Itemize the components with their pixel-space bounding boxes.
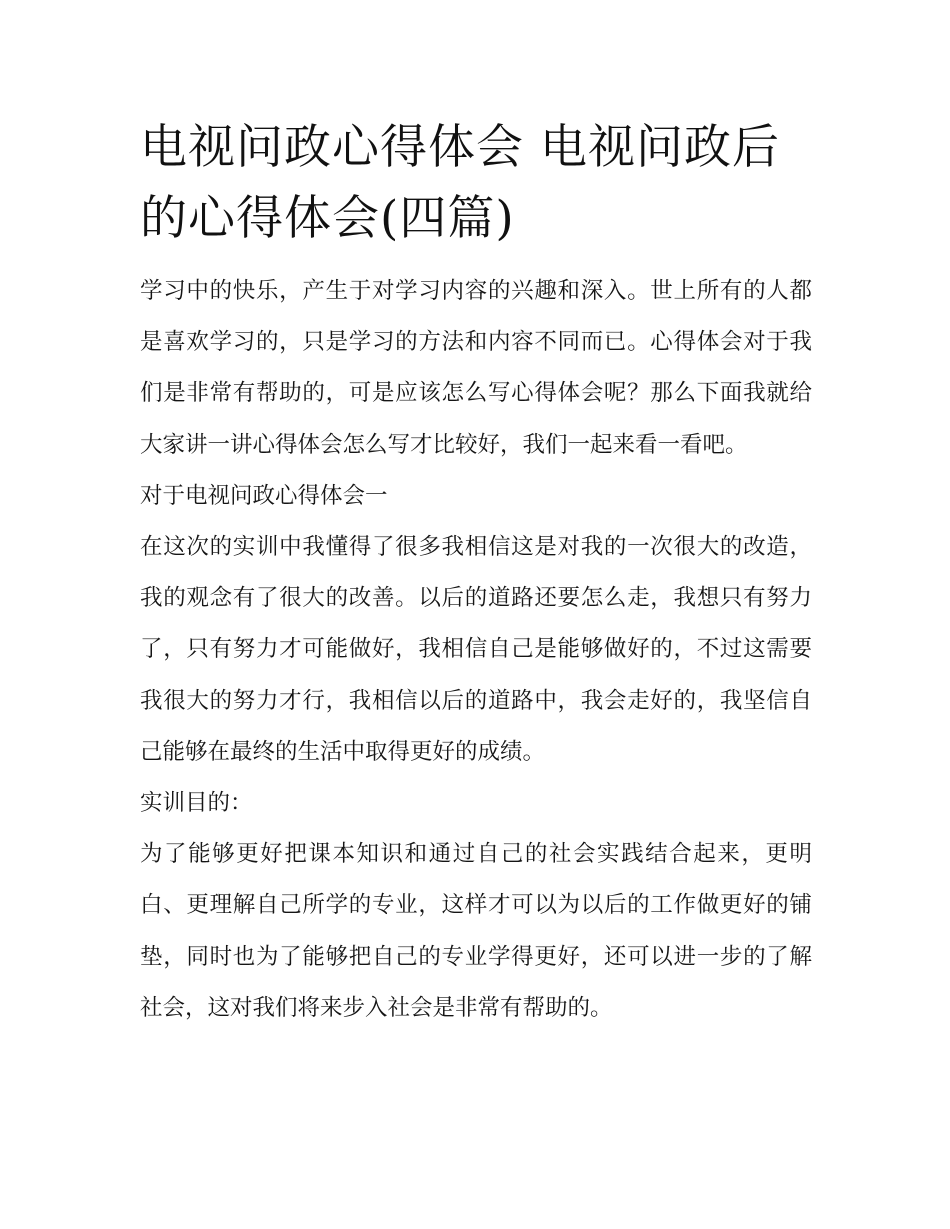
purpose-paragraph: 为了能够更好把课本知识和通过自己的社会实践结合起来，更明白、更理解自己所学的专业，这样才可以为以后的工作做更好的铺垫，同时也为了能够把自己的专业学得更好，还可以进一步的了解社会，这对我们将来步入社会是非常有帮助的。 bbox=[140, 841, 812, 1021]
section-paragraph: 在这次的实训中我懂得了很多我相信这是对我的一次很大的改造，我的观念有了很大的改善。以后的道路还要怎么走，我想只有努力了，只有努力才可能做好，我相信自己是能够做好的，不过这需要我很大的努力才行，我相信以后的道路中，我会走好的，我坚信自己能够在最终的生活中取得更好的成绩。 bbox=[140, 534, 812, 765]
document-title: 电视问政心得体会 电视问政后的心得体会(四篇) bbox=[140, 120, 780, 246]
subheading-training-purpose: 实训目的： bbox=[140, 790, 253, 817]
document-page bbox=[140, 112, 812, 1034]
section-heading: 对于电视问政心得体会一 bbox=[140, 482, 388, 509]
intro-paragraph: 学习中的快乐，产生于对学习内容的兴趣和深入。世上所有的人都是喜欢学习的，只是学习的方法和内容不同而已。心得体会对于我们是非常有帮助的，可是应该怎么写心得体会呢？那么下面我就给大家讲一讲心得体会怎么写才比较好，我们一起来看一看吧。 bbox=[140, 278, 812, 458]
document-body bbox=[140, 266, 812, 1034]
